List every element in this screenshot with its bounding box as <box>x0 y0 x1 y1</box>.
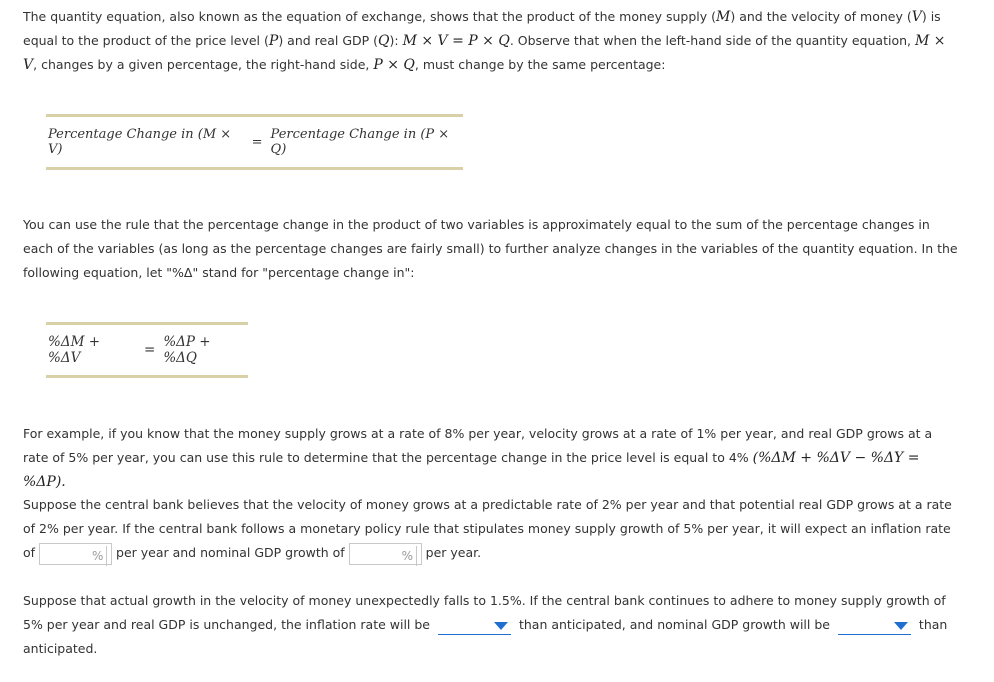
math-quantity-equation: M × V = P × Q <box>402 33 510 49</box>
question-text: Suppose that actual growth in the velocity of money unexpectedly falls to 1.5%. If the central bank continues to adhere to money supply growth of 5% per year and real GDP is unchanged, the inflation rate will be <box>23 593 946 632</box>
equals-sign: = <box>144 342 156 358</box>
question-text: per year and nominal GDP growth of <box>112 545 349 560</box>
equation-rhs: Percentage Change in (P × Q) <box>270 127 450 157</box>
example-paragraph <box>23 422 958 494</box>
growth-equation <box>46 322 248 378</box>
math-pq: P × Q <box>373 57 415 73</box>
central-bank-paragraph <box>23 493 958 565</box>
inflation-comparison-dropdown[interactable] <box>438 616 511 635</box>
intro-text: . Observe that when the left-hand side of the quantity equation, <box>509 33 915 48</box>
intro-text: ) and real GDP ( <box>278 33 379 48</box>
percent-unit: % <box>402 546 417 566</box>
math-q: Q <box>378 33 390 49</box>
question-text: than anticipated, and nominal GDP growth will be <box>514 617 834 632</box>
intro-text: , changes by a given percentage, the right-hand side, <box>33 57 374 72</box>
equation-lhs: Percentage Change in (M × V) <box>48 127 232 157</box>
equation-rhs: %ΔP + %ΔQ <box>163 334 211 366</box>
percentage-change-equation <box>46 114 463 170</box>
question-text: per year. <box>421 545 482 560</box>
example-text: For example, if you know that the money supply grows at a rate of 8% per year, velocity grows at a rate of 1% per year, and real GDP grows at a rate of 5% per year, you can use this rule to determine that the percentage change in the price level is equal to 4% <box>23 426 933 465</box>
example-math: (%ΔM + %ΔV − %ΔY = %ΔP). <box>23 450 920 490</box>
chevron-down-icon[interactable] <box>894 622 908 630</box>
math-v: V <box>911 9 922 25</box>
ngdp-comparison-dropdown[interactable] <box>838 616 911 635</box>
nominal-gdp-growth-input[interactable] <box>350 546 402 566</box>
nominal-gdp-growth-field[interactable] <box>349 543 422 565</box>
math-m: M <box>716 9 731 25</box>
equation-lhs: %ΔM + %ΔV <box>48 334 101 366</box>
intro-text: , must change by the same percentage: <box>414 57 666 72</box>
inflation-rate-input[interactable] <box>40 546 92 566</box>
percent-unit: % <box>92 546 107 566</box>
intro-text: ) and the velocity of money ( <box>730 9 912 24</box>
question-text: Suppose the central bank believes that the velocity of money grows at a predictable rate of 2% per year and that potential real GDP grows at a rate of 2% per year. If the central bank follows a monetary policy rule that stipulates money supply growth of 5% per year, it will expect an inflation rate of <box>23 497 952 560</box>
math-mv: M × V <box>23 33 946 73</box>
intro-text: ) is equal to the product of the price level ( <box>23 9 941 48</box>
equals-sign: = <box>251 134 263 150</box>
math-p: P <box>268 33 279 49</box>
inflation-rate-field[interactable] <box>39 543 112 565</box>
intro-text: ): <box>389 33 403 48</box>
rule-paragraph: You can use the rule that the percentage change in the product of two variables is approximately equal to the sum of the percentage changes in each of the variables (as long as the percentage changes are fairly small) to further analyze changes in the variables of the quantity equation. In the following equation, let "%Δ" stand for "percentage change in": <box>23 217 958 280</box>
intro-paragraph <box>23 5 958 77</box>
question-text: than anticipated. <box>23 617 948 656</box>
velocity-shock-paragraph <box>23 589 958 661</box>
intro-text: The quantity equation, also known as the equation of exchange, shows that the product of the money supply ( <box>23 9 717 24</box>
chevron-down-icon[interactable] <box>494 622 508 630</box>
